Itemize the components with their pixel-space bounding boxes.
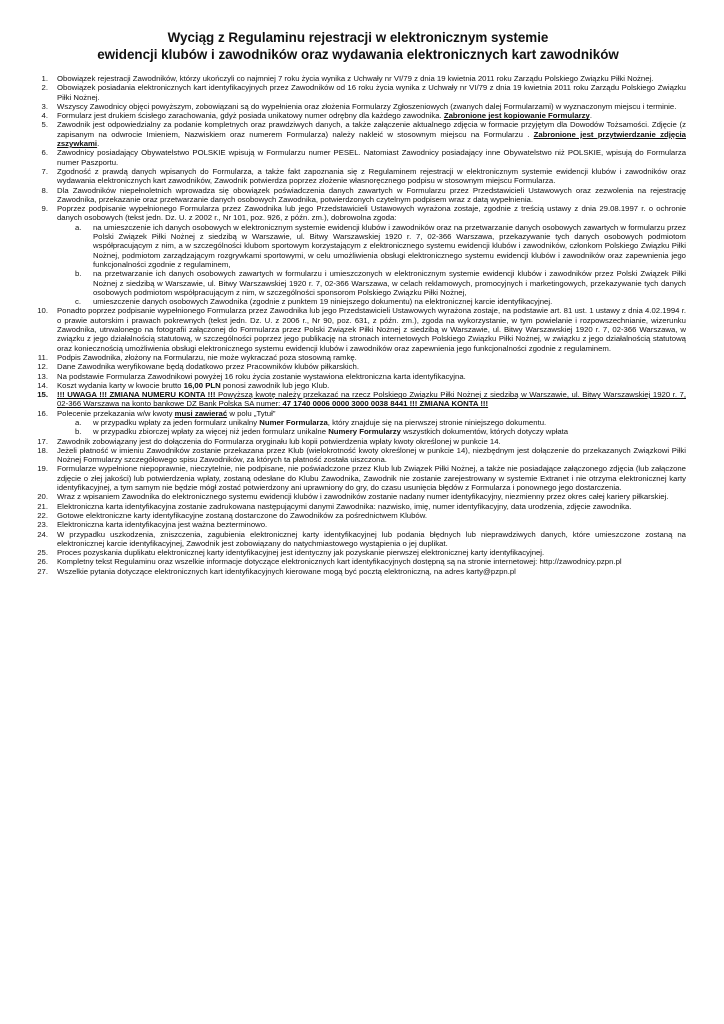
sub-list [57,223,686,307]
regulation-list [30,74,686,576]
sub-list-item [75,269,686,297]
sub-item-letter: c. [75,297,82,307]
list-item [30,102,686,111]
item-text: Formularz jest drukiem ścisłego zarachowania, gdyż posiada unikatowy numer odrębny dla każdego zawodnika. [57,111,444,121]
item-number: 6. [41,148,48,158]
item-number: 24. [37,529,48,539]
item-number: 14. [37,380,48,390]
item-text: Podpis Zawodnika, złożony na Formularzu, nie może wykraczać poza stosowną ramkę. [57,352,357,362]
list-item [30,353,686,362]
item-number: 3. [41,101,48,111]
item-text: Zawodnicy posiadający Obywatelstwo POLSKIE wpisują w Formularzu numer PESEL. Natomiast Zawodnicy posiadający inne Obywatelstwo niż POLSKIE, wpisują do Formularza numer Paszportu. [57,148,686,167]
item-text: Zawodnik zobowiązany jest do dołączenia do Formularza oryginału lub kopii potwierdzenia wpłaty kwoty określonej w punkcie 14. [57,436,501,446]
list-item [30,362,686,371]
item-number: 25. [37,548,48,558]
list-item [30,204,686,306]
list-item [30,511,686,520]
copy-prohibition-notice: Zabronione jest kopiowanie Formularzy [443,111,590,121]
item-text: Zgodność z prawdą danych wpisanych do Formularza, a także fakt zapoznania się z Regulaminem rejestracji w elektronicznym systemie ewidencji klubów i zawodników oraz wydawania elektronicznych kart zawodników, Zawodnik potwierdza poprzez złożenie własnoręcznego podpisu w stosownym miejscu Formularza. [57,166,686,186]
item-text: . [97,139,100,149]
item-text: Kompletny tekst Regulaminu oraz wszelkie informacje dotyczące elektronicznych kart identyfikacyjnych dostępną są na stronie internetowej: http://zawodnicy.pzpn.pl [57,557,622,567]
sub-list [57,418,686,437]
item-text: Proces pozyskania duplikatu elektronicznej karty identyfikacyjnej jest identyczny jak pozyskanie pierwszej elektronicznej karty identyfikacyjnej. [57,548,545,558]
list-item [30,409,686,437]
title-line-1: Wyciąg z Regulaminu rejestracji w elektronicznym systemie [167,30,549,45]
item-text: Wszyscy Zawodnicy objęci powyższym, zobowiązani są do wypełnienia oraz złożenia Formularzy Zgłoszeniowych (zwanych dalej Formularzami) w wyznaczonym miejscu i terminie. [57,101,677,111]
item-text: . [589,111,592,121]
must-contain-emphasis: musi zawierać [174,408,228,418]
bank-account-number: 47 1740 0006 0000 3000 0038 8441 !!! ZMIANA KONTA !!! [282,399,489,409]
item-number: 18. [37,445,48,455]
sub-item-text: umieszczenie danych osobowych Zawodnika (zgodnie z punktem 19 niniejszego dokumentu) na elektronicznej karcie identyfikacyjnej. [93,297,553,307]
item-text: Zawodnik jest odpowiedzialny za podanie kompletnych oraz prawdziwych danych, a także załączenie aktualnego zdjęcia w formacie przyjętym dla Dowodów Tożsamości. Zdjęcie (z zapisanym na odwrocie Imieniem, Nazwiskiem oraz numerem Formularza) należy nakleić w stosownym miejscu na Formularzu . [57,120,686,139]
title-line-2: ewidencji klubów i zawodników oraz wydawania elektronicznych kart zawodników [97,46,619,62]
item-number: 15. [37,390,48,400]
item-number: 17. [37,436,48,446]
sub-item-letter: a. [75,222,82,232]
item-text: Wraz z wpisaniem Zawodnika do elektronicznego systemu ewidencji klubów i zawodników zostanie nadany numer identyfikacyjny, niezmienny przez okres całej kariery piłkarskiej. [57,492,669,502]
card-fee-amount: 16,00 PLN [183,380,221,390]
item-text: Elektroniczna karta identyfikacyjna jest ważna bezterminowo. [57,520,268,530]
list-item [30,530,686,549]
list-item [30,437,686,446]
sub-item-text: na przetwarzanie ich danych osobowych zawartych w formularzu i umieszczonych w elektronicznym systemie ewidencji klubów i zawodników przez Polski Związek Piłki Nożnej z siedzibą w Warszawie, ul. Bitwy Warszawskiej 1920 r. 7, 02-366 Warszawa, w celach reklamowych, promocyjnych i marketingowych, przekazywanie tych danych osobowych podmiotom współpracującym z nim, w szczególności sponsorom Polskiego Związku Piłki Nożnej, [93,269,686,297]
list-item [30,120,686,148]
item-text: Wszelkie pytania dotyczące elektronicznych kart identyfikacyjnych kierowane mogą być pocztą elektroniczną, na adres karty@pzpn.pl [57,566,516,576]
list-item [30,306,686,352]
item-number: 8. [41,185,48,195]
item-number: 11. [37,352,48,362]
item-number: 7. [41,166,48,176]
form-numbers-emphasis: Numery Formularzy [328,427,401,437]
item-number: 13. [37,371,48,381]
item-number: 16. [37,408,48,418]
item-number: 26. [37,557,48,567]
form-number-emphasis: Numer Formularza [259,417,328,427]
sub-item-text: w przypadku wpłaty za jeden formularz unikalny [93,417,260,427]
list-item [30,372,686,381]
item-text: Powyższą kwotę należy przekazać na rzecz Polskiego Związku Piłki Nożnej z siedzibą w Warszawie, ul. Bitwy Warszawskiej 1920 r. 7, 02-366 Warszawa na konto bankowe DZ Bank Polska SA numer: [57,390,686,409]
sub-list-item [75,297,686,306]
sub-item-text: wszystkich dokumentów, których dotyczy wpłata [401,427,569,437]
item-text: Koszt wydania karty w kwocie brutto [57,380,184,390]
list-item [30,548,686,557]
item-number: 1. [41,74,48,83]
account-change-warning: !!! UWAGA !!! ZMIANA NUMERU KONTA !!! [57,390,216,400]
sub-item-letter: b. [75,427,82,437]
list-item [30,111,686,120]
list-item [30,567,686,576]
item-text: w polu „Tytuł” [227,408,276,418]
item-number: 21. [37,501,48,511]
item-number: 22. [37,510,48,520]
list-item [30,74,686,83]
document-title [30,30,686,63]
list-item [30,492,686,501]
item-number: 19. [37,464,48,474]
item-number: 9. [41,204,48,214]
item-text: Dla Zawodników niepełnoletnich wprowadza się obowiązek poświadczenia danych zawartych w Formularzu przez Przedstawicieli Ustawowych oraz zezwolenia na rejestrację Zawodnika, przekazanie oraz przetwarzanie danych osobowych Zawodnika, potwierdzonych czytelnym podpisem wraz z datą wypełnienia. [57,185,686,204]
item-text: Polecenie przekazania w/w kwoty [57,408,175,418]
list-item [30,390,686,409]
item-text: Gotowe elektroniczne karty identyfikacyjne zostaną dostarczone do Zawodników za pośrednictwem Klubów. [57,510,428,520]
sub-list-item [75,418,686,427]
list-item [30,520,686,529]
list-item [30,148,686,167]
item-number: 27. [37,566,48,576]
item-text: Formularze wypełnione niepoprawnie, nieczytelnie, nie podpisane, nie poświadczone przez Klub lub Związek Piłki Nożnej, a także nie posiadające załączonego zdjęcia (lub załączone zdjęcie o złej jakości) lub potwierdzenia wpłaty, zostaną odesłane do Klubu Zawodnika, Zawodnik nie zostanie zarejestrowany w systemie Extranet i nie otrzyma elektronicznej karty identyfikacyjnej, a tym samym nie będzie mógł zostać potwierdzony ani uprawniony do gry, do czasu usunięcia błędów z Formularza i ponownego jego dostarczenia. [57,464,686,493]
list-item [30,446,686,465]
item-text: Obowiązek rejestracji Zawodników, którzy ukończyli co najmniej 7 roku życia wynika z Uchwały nr VI/79 z dnia 19 kwietnia 2011 roku Zarządu Polskiego Związku Piłki Nożnej. [57,74,654,83]
item-text: Na podstawie Formularza Zawodnikowi powyżej 16 roku życia zostanie wystawiona elektroniczna karta identyfikacyjna. [57,371,466,381]
list-item [30,167,686,186]
item-number: 5. [41,120,48,130]
list-item [30,186,686,205]
item-text: Elektroniczna karta identyfikacyjna zostanie zadrukowana następującymi danymi Zawodnika: nazwisko, imię, numer identyfikacyjny, data urodzenia, zdjęcie zawodnika. [57,501,632,511]
item-number: 2. [41,83,48,93]
item-number: 20. [37,492,48,502]
list-item [30,381,686,390]
sub-list-item [75,223,686,269]
item-number: 10. [37,306,48,316]
item-number: 4. [41,111,48,121]
list-item [30,557,686,566]
item-text: Obowiązek posiadania elektronicznych kart identyfikacyjnych przez Zawodników od 16 roku życia wynika z Uchwały nr VI/79 z dnia 19 kwietnia 2011 roku Zarządu Polskiego Związku Piłki Nożnej. [57,83,686,102]
sub-item-text: na umieszczenie ich danych osobowych w elektronicznym systemie ewidencji klubów i zawodników oraz na przetwarzanie danych osobowych zawartych w formularzu przez Polski Związek Piłki Nożnej z siedzibą w Warszawie, ul. Bitwy Warszawskiej 1920 r. 7, 02-366 Warszawa, przekazywanie tych danych osobowych podmiotom współpracującym z nim, a w szczególności klubom sportowym korzystającym z elektronicznego systemu ewidencji klubów i zawodników, członkom Polskiego Związku Piłki Nożnej, podmiotom zarządzającym rozgrywkami sportowymi, w celu umożliwienia obsługi elektronicznego systemu ewidencji klubów i zawodników oraz zapewnienia jego funkcjonalności zgodnie z regulaminem, [93,222,686,269]
list-item [30,502,686,511]
item-text: Jeżeli płatność w imieniu Zawodników zostanie przekazana przez Klub (wielokrotność kwoty określonej w punkcie 14), niezbędnym jest dołączenie do przekazanych Związkowi Piłki Nożnej Formularzy szczegółowego spisu Zawodników, za których ta płatność została uiszczona. [57,445,686,465]
item-text: Dane Zawodnika weryfikowane będą dodatkowo przez Pracowników klubów piłkarskich. [57,362,359,372]
item-text: Ponadto poprzez podpisanie wypełnionego Formularza przez Zawodnika lub jego Przedstawicieli Ustawowych wyrażona zostaje, na podstawie art. 81 ust. 1 ustawy z dnia 4.02.1994 r. o prawie autorskim i prawach pokrewnych (tekst jedn. Dz. U. z 2006 r., Nr 90, poz. 631, z późn. zm.), zgoda na wykorzystanie, w tym powielanie i rozpowszechnianie, wizerunku Zawodnika, utrwalonego na fotografii załączonej do Formularza przez Polski Związek Piłki Nożnej z siedzibą w Warszawie, ul. Bitwy Warszawskiej 1920 r. 7, 02-366 Warszawa, w związku z jego działalnością statutową, w szczególności poprzez jego publikację na stronach internetowych Polskiego Związku Piłki Nożnej, w związku z jego działalnością statutową oraz koniecznością umożliwienia obsługi elektronicznego systemu ewidencji klubów i zawodników oraz zapewnienia jego funkcjonalności zgodnie z regulaminem. [57,306,686,353]
item-number: 12. [37,362,48,372]
sub-item-text: , który znajduje się na pierwszej stronie niniejszego dokumentu. [327,417,547,427]
sub-item-letter: b. [75,269,82,279]
item-number: 23. [37,520,48,530]
item-text: Poprzez podpisanie wypełnionego Formularza przez Zawodnika lub jego Przedstawicieli Ustawowych wyrażona zostaje, zgodnie z treścią ustawy z dnia 29.08.1997 r. o ochronie danych osobowych (tekst jedn. Dz. U. z 2002 r., Nr 101, poz. 926, z późn. zm.), dobrowolna zgoda: [57,204,686,223]
sub-item-text: w przypadku zbiorczej wpłaty za więcej niż jeden formularz unikalne [93,427,329,437]
item-text: ponosi zawodnik lub jego Klub. [220,380,330,390]
list-item [30,464,686,492]
sub-list-item [75,427,686,436]
list-item [30,83,686,102]
sub-item-letter: a. [75,417,82,427]
staple-prohibition-notice: Zabronione jest przytwierdzanie zdjęcia zszywkami [57,129,686,149]
item-text: W przypadku uszkodzenia, zniszczenia, zagubienia elektronicznej karty identyfikacyjnej lub podania błędnych lub nieprawdziwych danych, które umieszczone zostaną na elektronicznej karcie identyfikacyjnej, Zawodnik jest zobowiązany do natychmiastowego wystąpienia o jej duplikat. [57,529,686,548]
